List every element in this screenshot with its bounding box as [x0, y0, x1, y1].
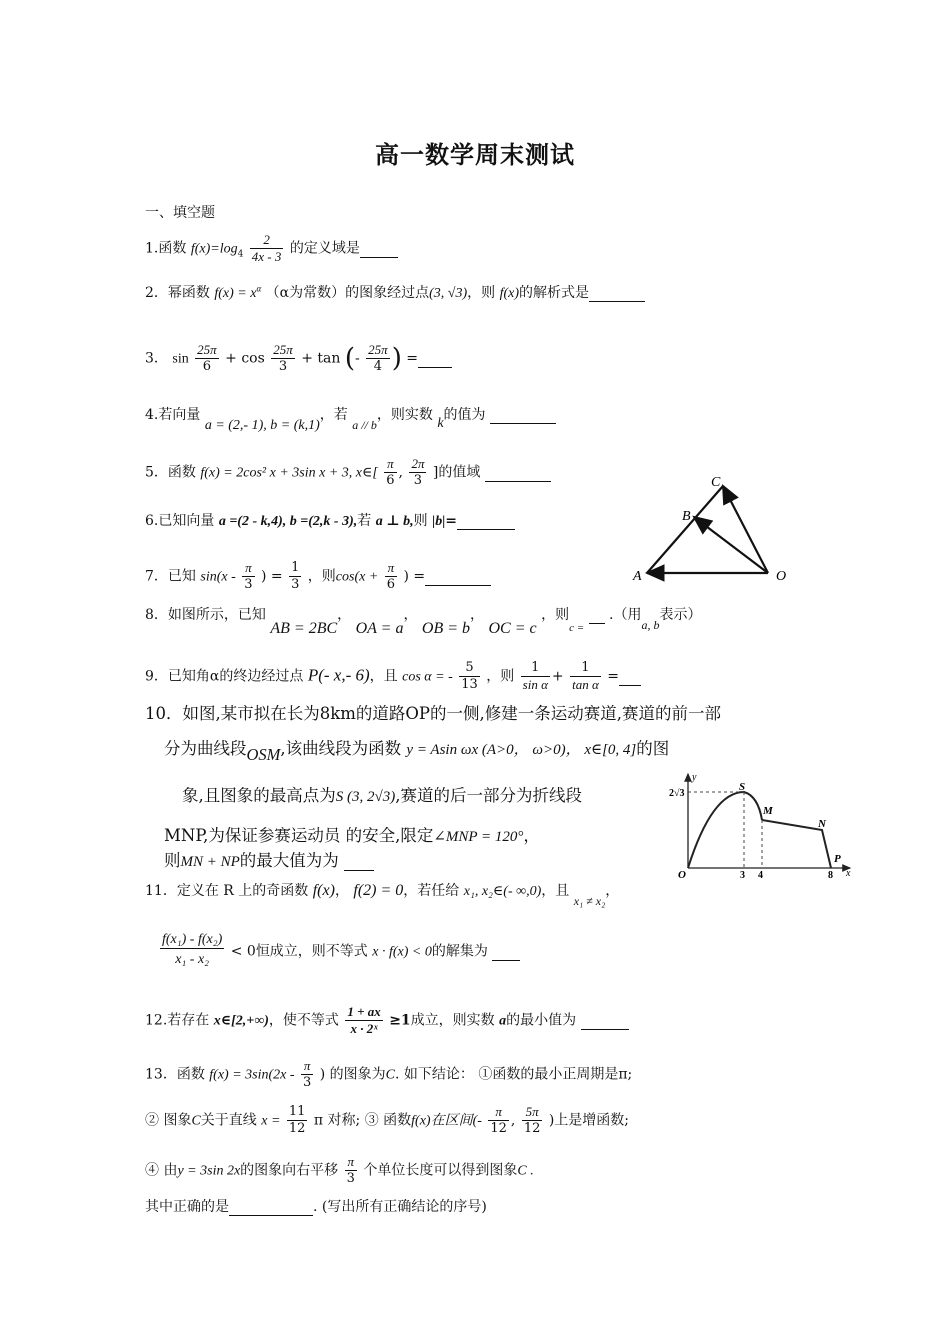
- question-9: 9．已知角α的终边经过点 P(- x,- 6)，且 cos α = - $\frac{5}{13}$ ，则 $\frac{1}{\text{sin α}}$ + $\frac{1}{\text{tan α}}$ =: [145, 660, 641, 693]
- question-10-line-5: 则MN + NP的最大值为为: [164, 847, 374, 871]
- tick-8: 8: [828, 870, 833, 880]
- question-13-line-4: 其中正确的是 . (写出所有正确结论的序号): [145, 1199, 487, 1215]
- answer-blank: [485, 465, 551, 482]
- label-p: P: [834, 853, 841, 865]
- question-13-line-3: ④ 由y = 3sin 2x的图象向右平移 $\frac{\pi}{3}$ 个单位长度可以得到图象C .: [145, 1154, 534, 1186]
- tick-2root3: 2√3: [669, 788, 685, 799]
- fraction: $\frac{2}{4x - 3}$: [251, 232, 282, 264]
- answer-blank: [425, 569, 491, 586]
- question-3: 3． sin $\frac{25\pi}{6}$ + cos $\frac{25\pi}{3}$ + tan (- $\frac{25\pi}{4}$ ) =: [145, 342, 452, 375]
- label-n: N: [818, 818, 826, 830]
- label-o: O: [776, 569, 787, 584]
- label-b: B: [682, 509, 691, 524]
- label-c: C: [711, 475, 721, 490]
- label-x: x: [846, 868, 851, 879]
- vector-oc: [723, 486, 768, 573]
- answer-blank: [589, 285, 645, 302]
- question-11-line-1: 11．定义在 R 上的奇函数 f(x)， f(2) = 0，若任给 x₁, x₂∈(- ∞,0)，且 x₁ ≠ x₂，: [145, 882, 620, 908]
- track-graph-figure: [668, 770, 858, 880]
- vector-ob: [694, 517, 768, 573]
- answer-blank: [344, 851, 374, 871]
- answer-blank: [589, 607, 605, 624]
- label-m: M: [763, 805, 773, 817]
- curve-osm: [688, 792, 762, 868]
- label-s: S: [739, 781, 746, 793]
- vector-triangle-figure: [625, 470, 800, 590]
- question-13-line-1: 13．函数 f(x) = 3sin(2x - $\frac{\pi}{3}$ ) 的图象为C. 如下结论： ①函数的最小正周期是π;: [145, 1058, 633, 1090]
- answer-blank: [229, 1199, 313, 1216]
- question-10-line-1: 10．如图,某市拟在长为8km的道路OP的一侧,修建一条运动赛道,赛道的前一部: [145, 704, 722, 723]
- label-origin: O: [678, 869, 686, 880]
- question-2: 2．幂函数 $f(x) = x^\alpha$ （α为常数）的图象经过点(3, √3)，则 f(x)的解析式是: [145, 282, 645, 302]
- answer-blank: [492, 944, 520, 961]
- question-13-line-2: ② 图象C关于直线 x = $\frac{11}{12}$ π 对称; ③ 函数f(x)在区间(- $\frac{\pi}{12}$ , $\frac{5\pi}{12}$ )上是增函数;: [145, 1104, 630, 1136]
- answer-blank: [457, 513, 515, 530]
- label-a: A: [633, 569, 642, 584]
- question-5: 5．函数 f(x) = 2cos² x + 3sin x + 3, x∈[ $\frac{\pi}{6}$ , $\frac{2\pi}{3}$ ]的值域: [145, 456, 551, 489]
- question-4: 4.若向量 a = (2,- 1), b = (k,1)，若 a // b，则实数 k的值为: [145, 404, 556, 424]
- label-y: y: [692, 772, 697, 783]
- answer-blank: [360, 241, 398, 258]
- question-7: 7．已知 sin(x - $\frac{\pi}{3}$ ) = $\frac{1}{3}$ ，则cos(x + $\frac{\pi}{6}$ ) =: [145, 560, 491, 593]
- tick-4: 4: [758, 870, 763, 880]
- section-heading: 一、填空题: [145, 205, 215, 221]
- question-6: 6.已知向量 a =(2 - k,4), b =(2,k - 3),若 a ⊥ b,则 |b|=: [145, 510, 515, 530]
- tick-3: 3: [740, 870, 745, 880]
- question-8: 8．如图所示，已知 AB = 2BC， OA = a， OB = b， OC = c ，则$_{c =}$ .（用a, b表示）: [145, 607, 702, 637]
- page-title: 高一数学周末测试: [375, 140, 575, 169]
- question-10-line-3: 象,且图象的最高点为S (3, 2√3),赛道的后一部分为折线段: [182, 786, 582, 805]
- question-10-line-2: 分为曲线段OSM,该曲线段为函数 y = Asin ωx (A>0， ω>0)， x∈[0, 4]的图: [164, 739, 670, 764]
- question-11-line-2: $\frac{\text{f(x₁) - f(x₂)}}{\text{x₁ - x₂}}$ < 0恒成立，则不等式 x · f(x) < 0的解集为: [158, 932, 520, 971]
- answer-blank: [619, 669, 641, 686]
- answer-blank: [490, 407, 556, 424]
- question-1: 1.函数 $f(x)=\log_4$ $\frac{2}{4x - 3}$ 的定义域是: [145, 232, 398, 265]
- question-10-line-4: MNP,为保证参赛运动员 的安全,限定∠MNP = 120°，: [164, 826, 540, 845]
- question-12: 12.若存在 x∈[2,+∞)，使不等式 $\frac{1 + ax}{\text{x · 2ˣ}}$ ≥1成立，则实数 a的最小值为: [145, 1004, 629, 1037]
- answer-blank: [581, 1013, 629, 1030]
- answer-blank: [418, 351, 452, 368]
